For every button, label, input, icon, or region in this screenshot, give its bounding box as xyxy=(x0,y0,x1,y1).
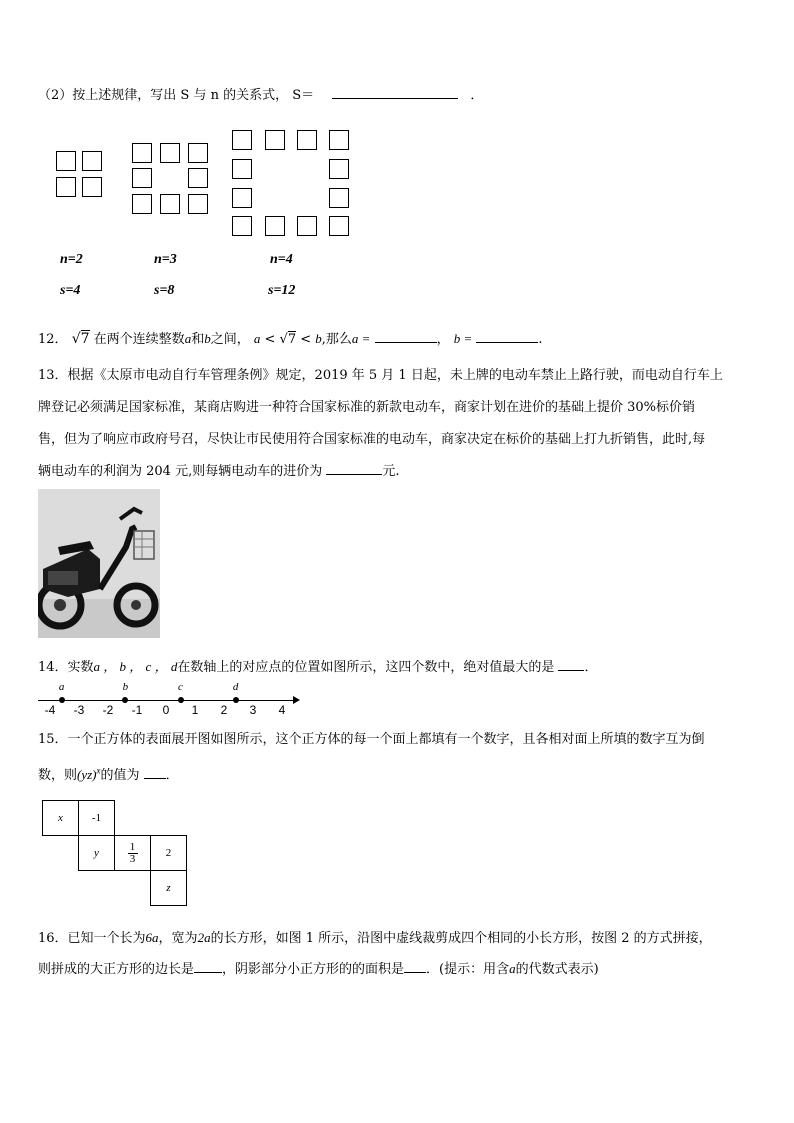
q11-part2-text xyxy=(38,84,483,103)
q12-number: 12． xyxy=(38,332,68,347)
number-line-tick: 3 xyxy=(249,703,257,717)
net-cell-z: z xyxy=(150,870,187,906)
number-line-tick: 1 xyxy=(191,703,199,717)
q16-blank-side[interactable] xyxy=(194,960,222,973)
net-cell-one-third: 1 3 xyxy=(114,835,151,871)
point-label-b: b xyxy=(122,681,129,693)
sqrt-symbol: √7 xyxy=(71,331,90,347)
q16-line1: 16．已知一个长为6a，宽为2a的长方形，如图 1 所示，沿图中虚线裁剪成四个相同的小长方形，按图 2 的方式拼接， xyxy=(38,930,712,946)
number-line-tick: -3 xyxy=(73,703,85,717)
number-line-arrow xyxy=(293,696,300,704)
q15-line2: 数，则(yz)$^x$的值为 ． xyxy=(38,765,179,783)
q16-line2: 则拼成的大正方形的边长是 ，阴影部分小正方形的的面积是 ．(提示：用含a的代数式表示) xyxy=(38,961,599,977)
net-cell-x: x xyxy=(42,800,79,836)
q13-line4: 辆电动车的利润为 204 元,则每辆电动车的进价为 元. xyxy=(38,464,400,479)
q13-blank[interactable] xyxy=(326,462,382,475)
label-s2: s=4 xyxy=(60,283,81,298)
point-label-c: c xyxy=(178,681,183,693)
label-n2: n=2 xyxy=(60,252,83,267)
label-s4: s=12 xyxy=(268,283,296,298)
electric-bike-photo xyxy=(38,489,160,638)
point-b xyxy=(122,697,128,703)
number-line-tick: 4 xyxy=(278,703,286,717)
point-c xyxy=(178,697,184,703)
label-n4: n=4 xyxy=(270,252,293,267)
q14-blank[interactable] xyxy=(558,658,584,671)
q16-blank-area[interactable] xyxy=(404,960,426,973)
number-line-tick: -2 xyxy=(102,703,114,717)
label-s3: s=8 xyxy=(154,283,175,298)
q14-text: 14．实数a ， b ， c ， d在数轴上的对应点的位置如图所示，这四个数中，绝对值最大的是 ． xyxy=(38,659,598,675)
q15-line1: 15．一个正方体的表面展开图如图所示，这个正方体的每一个面上都填有一个数字，且各相对面上所填的数字互为倒 xyxy=(38,732,705,747)
q12-blank-b[interactable] xyxy=(476,330,538,343)
number-line-tick: 0 xyxy=(162,703,170,717)
number-line-tick: 2 xyxy=(220,703,228,717)
number-line-tick: -1 xyxy=(131,703,143,717)
q15-blank[interactable] xyxy=(144,766,166,779)
q13-line3: 售，但为了响应市政府号召，尽快让市民使用符合国家标准的电动车，商家决定在标价的基础上打九折销售，此时,每 xyxy=(38,432,706,447)
label-n3: n=3 xyxy=(154,252,177,267)
point-a xyxy=(59,697,65,703)
point-label-d: d xyxy=(232,681,239,693)
q12-blank-a[interactable] xyxy=(375,330,437,343)
q12-text: 12． √7 在两个连续整数a和b之间， a < √7 < b,那么a = ， b = . xyxy=(38,331,543,347)
q11-end: ． xyxy=(470,88,484,103)
number-line xyxy=(0,678,320,718)
number-line-tick: -4 xyxy=(44,703,56,717)
net-cell-2: 2 xyxy=(150,835,187,871)
q13-line2: 牌登记必须满足国家标准，某商店购进一种符合国家标准的新款电动车，商家计划在进价的基础上提价 30%标价销 xyxy=(38,400,696,415)
point-d xyxy=(233,697,239,703)
q11-part2-prompt: （2）按上述规律，写出 S 与 n 的关系式， S＝ xyxy=(38,88,315,103)
q11-answer-blank[interactable] xyxy=(332,86,458,99)
net-cell-y: y xyxy=(78,835,115,871)
q13-line1: 13．根据《太原市电动自行车管理条例》规定，2019 年 5 月 1 日起，未上牌的电动车禁止上路行驶，而电动自行车上 xyxy=(38,368,723,383)
point-label-a: a xyxy=(58,681,65,693)
number-line-axis xyxy=(38,700,294,701)
net-cell-minus1: -1 xyxy=(78,800,115,836)
